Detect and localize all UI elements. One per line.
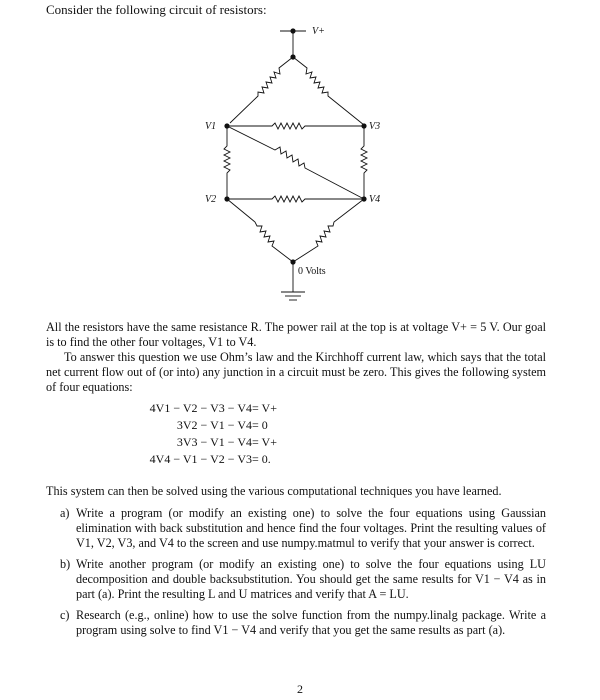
item-text: Write another program (or modify an existing one) to solve the four equations using LU decomposition and double backsubstitution. You should get the same results for V1 − V4 as in part (a). Print the resulting L and U matrices and verify that A = LU.	[76, 557, 546, 601]
node-v4	[361, 196, 366, 201]
equation-row	[0, 417, 600, 434]
item-text: Research (e.g., online) how to use the solve function from the numpy.linalg package. Write a program using solve to find V1 − V4 and verify that you get the same results as part (a).	[76, 608, 546, 637]
equation-lhs: 4V4 − V1 − V2 − V3	[149, 452, 252, 466]
item-label: c)	[60, 608, 70, 622]
equation-system	[0, 400, 600, 468]
resistor-top-right	[293, 57, 364, 125]
equation-rhs: = V+	[252, 401, 277, 415]
resistor-v1-v3	[227, 123, 364, 129]
item-label: b)	[60, 557, 71, 571]
resistor-v3-v4	[361, 126, 367, 199]
node-vplus	[290, 28, 295, 33]
resistor-v1-v4	[227, 126, 364, 199]
label-v1: V1	[205, 121, 217, 132]
label-v3: V3	[369, 121, 381, 132]
node-v3	[361, 123, 366, 128]
equation-row	[0, 400, 600, 417]
equation-lhs: 3V3 − V1 − V4	[176, 435, 252, 449]
item-text: Write a program (or modify an existing one) to solve the four equations using Gaussian elimination with back substitution and hence find the four voltages. Print the resulting values of V1, V2, V3, and V4 to the screen and use numpy.matmul to verify that your answer is correct.	[76, 506, 546, 550]
list-item	[60, 608, 546, 638]
intro-text: Consider the following circuit of resistors:	[46, 2, 267, 17]
equation-row	[0, 451, 600, 468]
node-v1	[224, 123, 229, 128]
list-item	[60, 557, 546, 602]
paragraph-3: This system can then be solved using the various computational techniques you have learned.	[46, 484, 502, 498]
equation-lhs: 3V2 − V1 − V4	[176, 418, 252, 432]
node-top-junction	[290, 54, 295, 59]
equation-lhs: 4V1 − V2 − V3 − V4	[149, 401, 252, 415]
resistor-v2-v4	[227, 196, 364, 202]
item-label: a)	[60, 506, 70, 520]
label-v2: V2	[205, 194, 217, 205]
label-ground: 0 Volts	[298, 266, 326, 277]
resistor-v4-ground	[293, 199, 364, 262]
node-v2	[224, 196, 229, 201]
paragraph-2: To answer this question we use Ohm’s law and the Kirchhoff current law, which says that the total net current flow out of (or into) any junction in a circuit must be zero. This gives the following system of four equations:	[46, 350, 546, 394]
list-item	[60, 506, 546, 551]
resistor-circuit-diagram	[0, 0, 600, 320]
transition-text	[46, 484, 546, 499]
paragraph-1: All the resistors have the same resistance R. The power rail at the top is at voltage V+ = 5 V. Our goal is to find the other four voltages, V1 to V4.	[46, 320, 546, 349]
node-ground	[290, 259, 295, 264]
label-vplus: V+	[312, 26, 325, 37]
equation-rhs: = V+	[252, 435, 277, 449]
equation-row	[0, 434, 600, 451]
resistor-v2-ground	[227, 199, 293, 262]
equation-rhs: = 0	[252, 418, 268, 432]
task-list	[60, 506, 546, 644]
problem-statement	[46, 320, 546, 395]
resistor-top-left	[230, 57, 293, 123]
equation-rhs: = 0.	[252, 452, 271, 466]
resistor-v1-v2	[224, 126, 230, 198]
page-number: 2	[297, 682, 303, 696]
label-v4: V4	[369, 194, 381, 205]
